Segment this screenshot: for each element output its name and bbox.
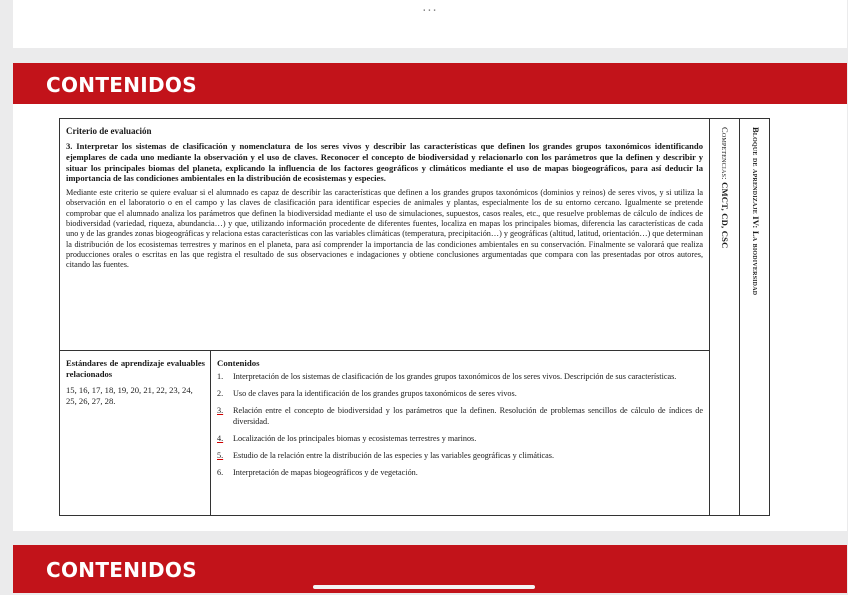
scroll-handle[interactable] [313,585,535,589]
item-number: 4. [217,433,224,443]
contenidos-cell [211,351,709,516]
column-divider [709,119,710,515]
section-banner: CONTENIDOS [13,63,847,104]
previous-page-card [13,0,847,48]
item-text: Interpretación de mapas biogeográficos y de vegetación. [233,468,418,478]
list-item [217,372,703,382]
item-text: Uso de claves para la identificación de los grandes grupos taxonómicos de seres vivos. [233,389,517,399]
criterio-title: Criterio de evaluación [66,126,152,136]
page-ellipsis: ... [422,0,438,15]
item-number: 2. [217,389,224,399]
next-page-card [13,545,847,593]
next-section-banner: CONTENIDOS [13,545,847,593]
contenidos-list [217,372,703,478]
list-item [217,389,703,399]
list-item [217,468,703,478]
competencias-label: Competencias: [720,127,730,180]
list-item [217,451,703,461]
item-number: 5. [217,451,224,461]
competencias-value: CMCT, CD, CSC [720,182,730,249]
item-text: Relación entre el concepto de biodiversidad y los parámetros que la definen. Resolución de problemas sencillos de cálculo de índices de diversidad. [233,406,703,426]
bloque-value: La biodiversidad [751,230,761,296]
list-item [217,434,703,444]
estandares-title: Estándares de aprendizaje evaluables relacionados [66,358,205,379]
evaluation-table [59,118,770,516]
criterio-cell [60,119,709,350]
item-text: Estudio de la relación entre la distribución de las especies y las variables geográficas y climáticas. [233,451,555,461]
item-number: 1. [217,372,224,381]
list-item [217,406,703,426]
column-divider [739,119,740,515]
criterio-statement: 3. Interpretar los sistemas de clasificación y nomenclatura de los seres vivos y describir las características que definen los grandes grupos taxonómicos identificando ejemplares de cada uno mediante la observación y el uso de claves. Reconocer el concepto de biodiversidad y relacionarlo con los parámetros que la definen y describir y situar los principales biomas del planeta, explicando la influencia de los factores geográficos y climáticos mediante el uso de mapas biogeográficos, para así deducir la importancia de las condiciones ambientales en la distribución de ecosistemas y especies. [66,141,703,184]
estandares-cell [60,351,210,516]
item-text: Interpretación de los sistemas de clasificación de los grandes grupos taxonómicos de los seres vivos. Descripción de sus características. [233,372,677,381]
contenidos-page-card [13,63,847,531]
competencias-vertical-label [720,127,730,249]
bloque-label: Bloque de aprendizaje IV: [751,127,761,229]
item-number: 3. [217,406,224,416]
item-number: 6. [217,468,224,478]
item-text: Localización de los principales biomas y ecosistemas terrestres y marinos. [233,433,477,443]
criterio-description: Mediante este criterio se quiere evaluar si el alumnado es capaz de describir las características que definen a los grandes grupos taxonómicos (dominios y reinos) de seres vivos, y si utiliza la observación en el laboratorio o en el campo y las claves de clasificación para identificar especies de animales y plantas, especialmente los de su entorno cercano. Igualmente se pretende comprobar que el alumnado analiza los parámetros que definen la biodiversidad mediante el uso de simulaciones, supuestos, casos reales, etc., que resuelve problemas de cálculo de índices de biodiversidad (variedad, riqueza, abundancia…) y que, utilizando información procedente de diferentes fuentes, localiza en mapas los principales biomas, diferencia las características de cada uno y de las grandes zonas biogeográficas y relaciona estas características con las variables climáticas (temperatura, precipitación…) y geográficas (altitud, latitud, orientación…) que determinan la distribución de los ecosistemas terrestres y marinos en el planeta, para así comprender la importancia de las condiciones ambientales en su conservación. Finalmente se valorará que realiza producciones orales o escritas en las que registra el resultado de sus observaciones e indagaciones y obtiene conclusiones argumentadas que compara con las presentadas por otros autores, citando las fuentes. [66,188,703,270]
estandares-list: 15, 16, 17, 18, 19, 20, 21, 22, 23, 24, 25, 26, 27, 28. [66,385,193,406]
contenidos-title: Contenidos [217,358,260,368]
bloque-vertical-label [751,127,761,295]
